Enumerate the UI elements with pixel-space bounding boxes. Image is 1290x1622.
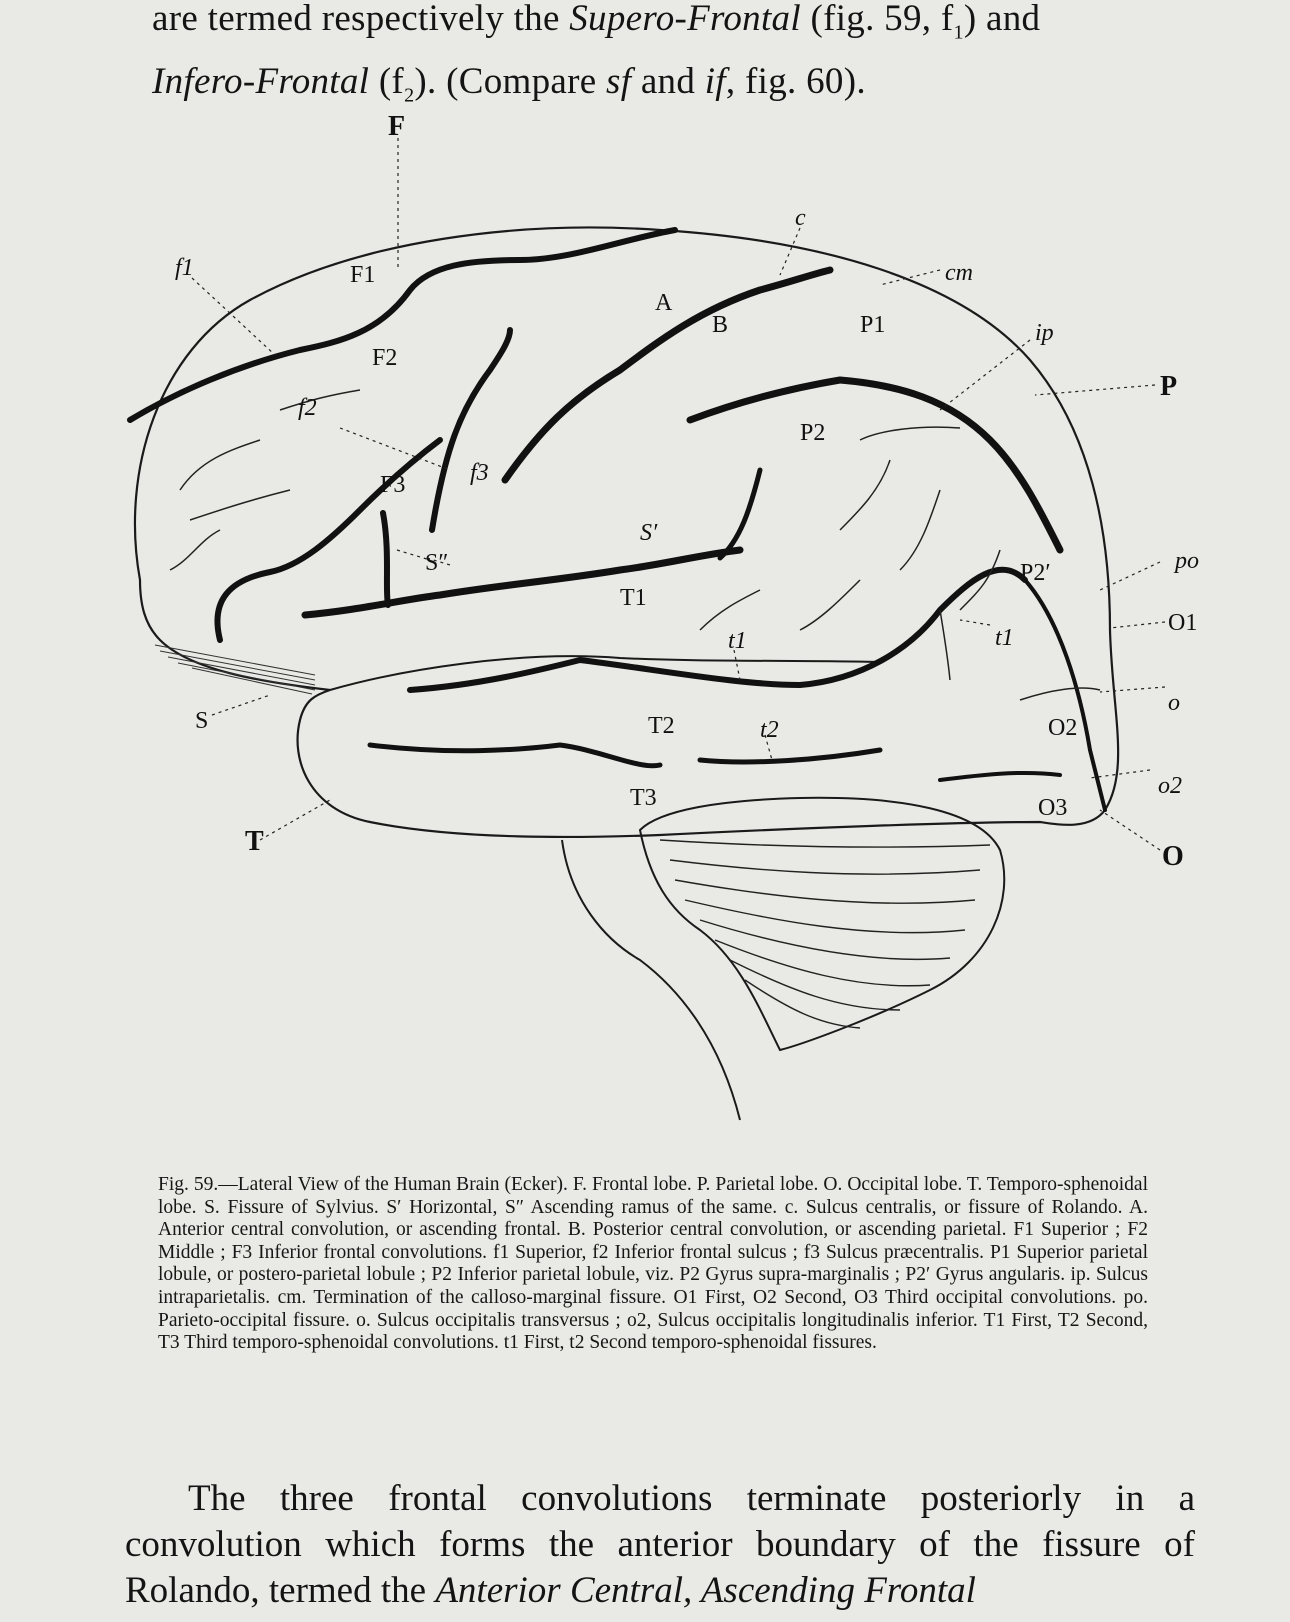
text-run: and xyxy=(631,61,705,103)
sulcus-ascending-postcentral xyxy=(720,470,760,558)
label-S-prime: S′ xyxy=(640,520,658,546)
bottom-paragraph xyxy=(125,1476,1195,1614)
figure-label-set xyxy=(175,111,1199,872)
label-ip: ip xyxy=(1035,320,1054,346)
label-cm: cm xyxy=(945,260,973,286)
cerebellum-outline xyxy=(640,798,1004,1050)
label-t1a: t1 xyxy=(728,628,747,654)
label-t2: t2 xyxy=(760,717,779,743)
label-P1: P1 xyxy=(860,312,886,338)
brain-figure xyxy=(100,110,1230,1170)
label-B: B xyxy=(712,312,729,338)
label-o: o xyxy=(1168,690,1180,716)
text-run: , fig. 60). xyxy=(725,61,866,103)
inferior-temporal-sulcus xyxy=(370,745,880,766)
label-T3: T3 xyxy=(630,785,657,811)
label-P2: P2 xyxy=(800,420,826,446)
italic-term: Anterior Central, Ascending Frontal xyxy=(435,1570,976,1611)
text-run: are termed respectively the xyxy=(152,0,570,39)
italic-term: Infero-Frontal xyxy=(152,61,370,103)
subscript: 1 xyxy=(953,21,964,44)
cerebellum-folia xyxy=(660,840,990,1028)
label-P2-prime: P2′ xyxy=(1020,560,1051,586)
figure-caption: Fig. 59.—Lateral View of the Human Brain (Ecker). F. Frontal lobe. P. Parietal lobe. O. Occipital lobe. T. Temporo-sphenoidal lobe. S. Fissure of Sylvius. S′ Horizontal, S″ Ascending ramus of the same. c. Sulcus centralis, or fissure of Rolando. A. Anterior central convolution, or ascending frontal. B. Posterior central convolution, or ascending parietal. F1 Superior ; F2 Middle ; F3 Inferior frontal convolutions. f1 Superior, f2 Inferior frontal sulcus ; f3 Sulcus præcentralis. P1 Superior parietal lobule, or postero-parietal lobule ; P2 Inferior parietal lobule, viz. P2 Gyrus supra-marginalis ; P2′ Gyrus angularis. ip. Sulcus intraparietalis. cm. Termination of the calloso-marginal fissure. O1 First, O2 Second, O3 Third occipital convolutions. po. Parieto-occipital fissure. o. Sulcus occipitalis transversus ; o2, Sulcus occipitalis longitudinalis inferior. T1 First, T2 Second, T3 Third temporo-sphenoidal convolutions. t1 First, t2 Second temporo-sphenoidal fissures. xyxy=(158,1174,1148,1354)
italic-term: Supero-Frontal xyxy=(569,0,801,39)
label-T1: T1 xyxy=(620,585,647,611)
inferior-occipital xyxy=(940,773,1060,780)
label-F1: F1 xyxy=(350,262,376,288)
brain-stem xyxy=(562,840,740,1120)
label-S-dprime: S″ xyxy=(425,550,449,576)
label-c: c xyxy=(795,205,806,231)
label-F3: F3 xyxy=(380,472,406,498)
label-t1b: t1 xyxy=(995,625,1014,651)
label-O1: O1 xyxy=(1168,610,1198,636)
minor-sulci xyxy=(170,390,1100,700)
top-paragraph xyxy=(152,0,1232,121)
text-run: ) and xyxy=(963,0,1041,39)
sylvian-fissure xyxy=(305,550,740,615)
label-po: po xyxy=(1175,548,1199,574)
label-O3: O3 xyxy=(1038,795,1068,821)
brain-outline xyxy=(135,228,1118,837)
italic-term: sf xyxy=(606,61,632,103)
text-run: ). (Compare xyxy=(414,61,606,103)
italic-term: if xyxy=(704,61,726,103)
subscript: 2 xyxy=(404,84,415,107)
top-line-1 xyxy=(152,0,1232,57)
label-S: S xyxy=(195,708,209,734)
ascending-ramus xyxy=(383,513,388,605)
label-F2: F2 xyxy=(372,345,398,371)
label-A: A xyxy=(655,290,673,316)
label-O: O xyxy=(1162,841,1184,872)
label-T2: T2 xyxy=(648,713,675,739)
label-T: T xyxy=(245,826,264,857)
brain-diagram xyxy=(100,110,1230,1170)
text-run: (f xyxy=(369,61,405,103)
label-f2: f2 xyxy=(298,395,317,421)
label-f3: f3 xyxy=(470,460,489,486)
label-F: F xyxy=(388,111,406,142)
text-run: The three frontal convolutions terminate posteriorly in a convolution which forms the anterior boundary of the fissure of Rolando, termed the xyxy=(125,1478,1195,1611)
sulci xyxy=(130,230,1105,810)
text-run: (fig. 59, f xyxy=(800,0,954,39)
label-P: P xyxy=(1160,371,1178,402)
label-O2: O2 xyxy=(1048,715,1078,741)
leader-lines xyxy=(192,138,1165,850)
orbital-hatching xyxy=(155,645,315,694)
precentral-sulcus xyxy=(432,330,510,530)
label-f1: f1 xyxy=(175,255,194,281)
label-o2: o2 xyxy=(1158,773,1182,799)
